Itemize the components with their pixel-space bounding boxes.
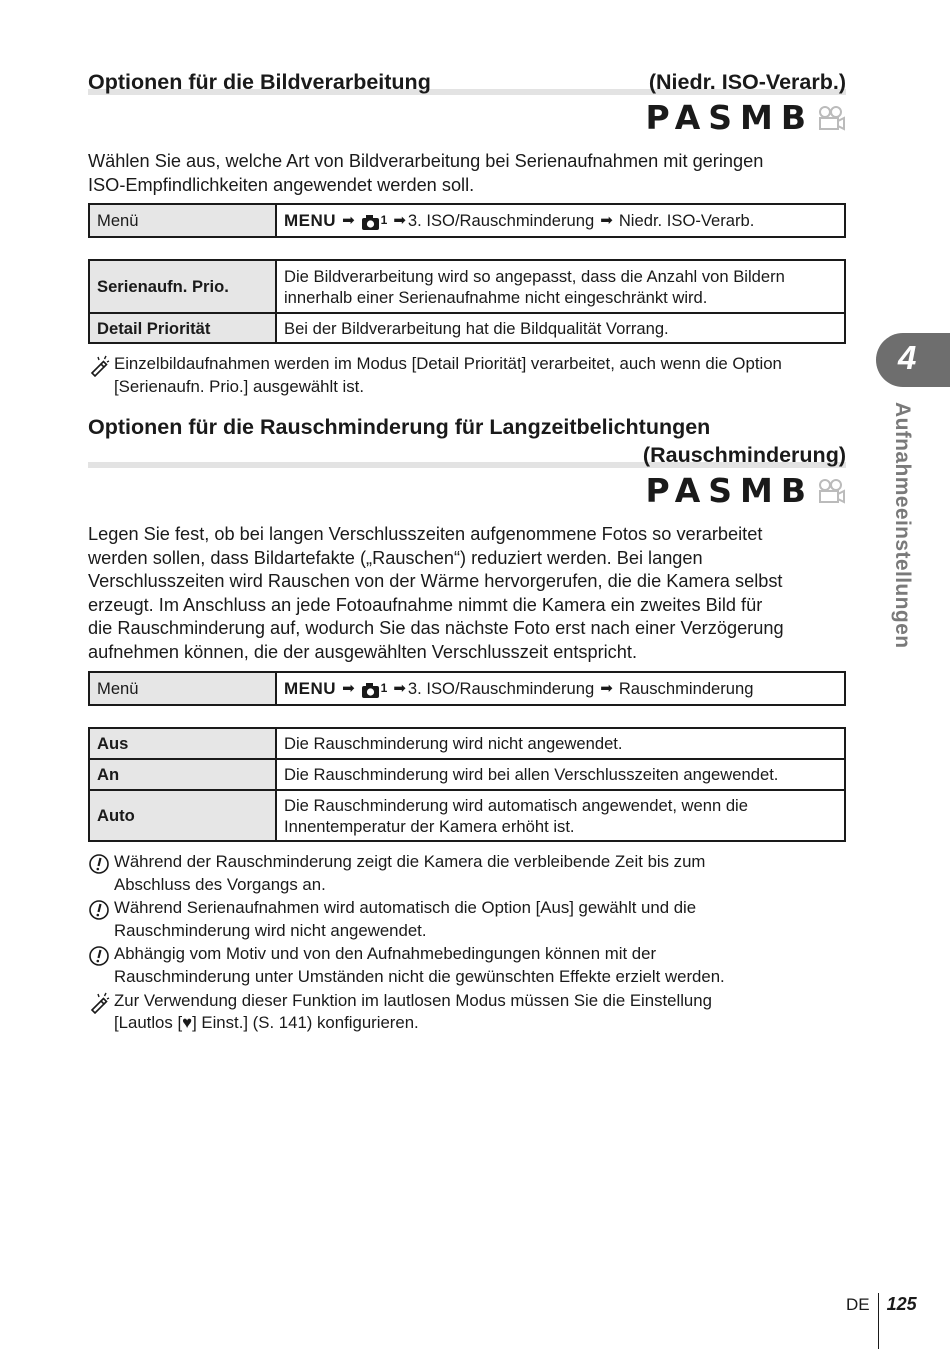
arrow-right-icon: ➡ [342, 212, 355, 229]
movie-mode-icon [816, 103, 846, 133]
options-table [88, 727, 846, 842]
note-line: Während der Rauschminderung zeigt die Kamera die verbleibende Zeit bis zum [114, 852, 706, 871]
mode-letters: PASMB [645, 98, 814, 137]
caution-icon [88, 899, 110, 921]
mode-letters: PASMB [645, 471, 814, 510]
note-line: Zur Verwendung dieser Funktion im lautlosen Modus müssen Sie die Einstellung [114, 990, 712, 1010]
description-line: innerhalb einer Serienaufnahme nicht eingeschränkt wird. [284, 287, 708, 307]
movie-mode-icon [816, 476, 846, 506]
arrow-right-icon: ➡ [600, 680, 613, 697]
menu-target: Rauschminderung [618, 679, 754, 698]
menu-target: Niedr. ISO-Verarb. [618, 211, 755, 230]
chapter-tab [876, 333, 950, 387]
note-item [88, 990, 846, 1035]
camera-icon [361, 213, 381, 231]
description-line: Die Rauschminderung wird nicht angewendet. [284, 734, 623, 753]
table-row [89, 728, 845, 759]
intro-line: Legen Sie fest, ob bei langen Verschlusszeiten aufgenommene Fotos so verarbeitet [88, 524, 763, 544]
note-item [88, 897, 846, 942]
section-noise-reduction [88, 415, 846, 510]
section-subtitle: (Rauschminderung) [642, 443, 846, 467]
page-footer [846, 1293, 917, 1349]
note-item [88, 943, 846, 988]
note-line: Abhängig vom Motiv und von den Aufnahmebedingungen können mit der [114, 944, 657, 964]
menu-path [276, 672, 845, 705]
caution-icon [88, 945, 110, 967]
language-code: DE [846, 1295, 870, 1314]
menu-step: 3. ISO/Rauschminderung [407, 679, 595, 698]
shooting-modes [646, 471, 846, 510]
tip-icon [88, 992, 110, 1014]
note-item [88, 353, 846, 398]
menu-button-label: MENU [284, 211, 337, 230]
note-line: Rauschminderung wird nicht angewendet. [114, 920, 427, 940]
intro-line: Verschlusszeiten wird Rauschen von der Wärme hervorgerufen, die die Kamera selbst [88, 571, 783, 592]
option-description [276, 759, 845, 790]
note-line: Abschluss des Vorgangs an. [114, 874, 326, 894]
section-subtitle: (Niedr. ISO-Verarb.) [648, 70, 846, 94]
description-line: Die Rauschminderung wird bei allen Verschlusszeiten angewendet. [284, 765, 779, 784]
intro-line: erzeugt. Im Anschluss an jede Fotoaufnahme nimmt die Kamera ein zweites Bild für [88, 594, 763, 615]
shooting-menu-icon [361, 678, 388, 699]
note-line: [Lautlos [♥] Einst.] (S. 141) konfigurieren. [114, 1013, 419, 1033]
option-name: Detail Priorität [89, 313, 276, 343]
option-description [276, 313, 845, 343]
chapter-number: 4 [898, 339, 917, 376]
arrow-right-icon: ➡ [342, 680, 355, 697]
note-line: Einzelbildaufnahmen werden im Modus [Detail Priorität] verarbeitet, auch wenn die Option [114, 354, 782, 373]
menu-step: 3. ISO/Rauschminderung [407, 211, 595, 230]
description-line: Bei der Bildverarbeitung hat die Bildqualität Vorrang. [284, 318, 669, 338]
menu-label: Menü [89, 204, 276, 237]
description-line: Die Bildverarbeitung wird so angepasst, dass die Anzahl von Bildern [284, 266, 785, 286]
chapter-title: Aufnahmeeinstellungen [891, 402, 914, 649]
menu-subscript: 1 [380, 681, 388, 695]
intro-line: die Rauschminderung auf, wodurch Sie das nächste Foto erst nach einer Verzögerung [88, 618, 784, 639]
table-row [89, 790, 845, 841]
shooting-menu-icon [361, 210, 388, 231]
section-image-processing [88, 70, 846, 137]
section-title: Optionen für die Rauschminderung für Langzeitbelichtungen [88, 415, 711, 439]
table-row [89, 759, 845, 790]
option-description [276, 728, 845, 759]
intro-text [88, 150, 846, 197]
note-line: [Serienaufn. Prio.] ausgewählt ist. [114, 376, 364, 396]
intro-line: ISO-Empfindlichkeiten angewendet werden soll. [88, 174, 475, 195]
option-name: Auto [89, 790, 276, 841]
shooting-modes [646, 98, 846, 137]
menu-table [88, 203, 846, 238]
option-name: An [89, 759, 276, 790]
table-row [89, 260, 845, 313]
section-heading [88, 70, 846, 98]
menu-path [276, 204, 845, 237]
menu-label: Menü [89, 672, 276, 705]
intro-text [88, 523, 846, 665]
option-description [276, 260, 845, 313]
menu-button-label: MENU [284, 679, 337, 698]
arrow-right-icon: ➡ [600, 212, 613, 229]
menu-table [88, 671, 846, 706]
menu-subscript: 1 [380, 213, 388, 227]
description-line: Die Rauschminderung wird automatisch angewendet, wenn die [284, 795, 748, 815]
option-name: Aus [89, 728, 276, 759]
page-number: 125 [886, 1294, 917, 1314]
arrow-right-icon: ➡ [393, 212, 406, 229]
table-row [89, 313, 845, 343]
option-name: Serienaufn. Prio. [89, 260, 276, 313]
caution-icon [88, 853, 110, 875]
options-table [88, 259, 846, 344]
note-line: Rauschminderung unter Umständen nicht die gewünschten Effekte erzielt werden. [114, 966, 725, 986]
section-title: Optionen für die Bildverarbeitung [88, 70, 431, 94]
chapter-label [888, 402, 918, 672]
intro-line: aufnehmen können, die der ausgewählten Verschlusszeit entspricht. [88, 641, 637, 662]
intro-line: Wählen Sie aus, welche Art von Bildverarbeitung bei Serienaufnahmen mit geringen [88, 151, 764, 171]
note-item [88, 851, 846, 896]
tip-icon [88, 355, 110, 377]
intro-line: werden sollen, dass Bildartefakte („Rauschen“) reduziert werden. Bei langen [88, 547, 703, 568]
section-heading [88, 415, 846, 471]
camera-icon [361, 681, 381, 699]
note-line: Während Serienaufnahmen wird automatisch die Option [Aus] gewählt und die [114, 898, 697, 918]
option-description [276, 790, 845, 841]
description-line: Innentemperatur der Kamera erhöht ist. [284, 816, 575, 836]
arrow-right-icon: ➡ [393, 680, 406, 697]
